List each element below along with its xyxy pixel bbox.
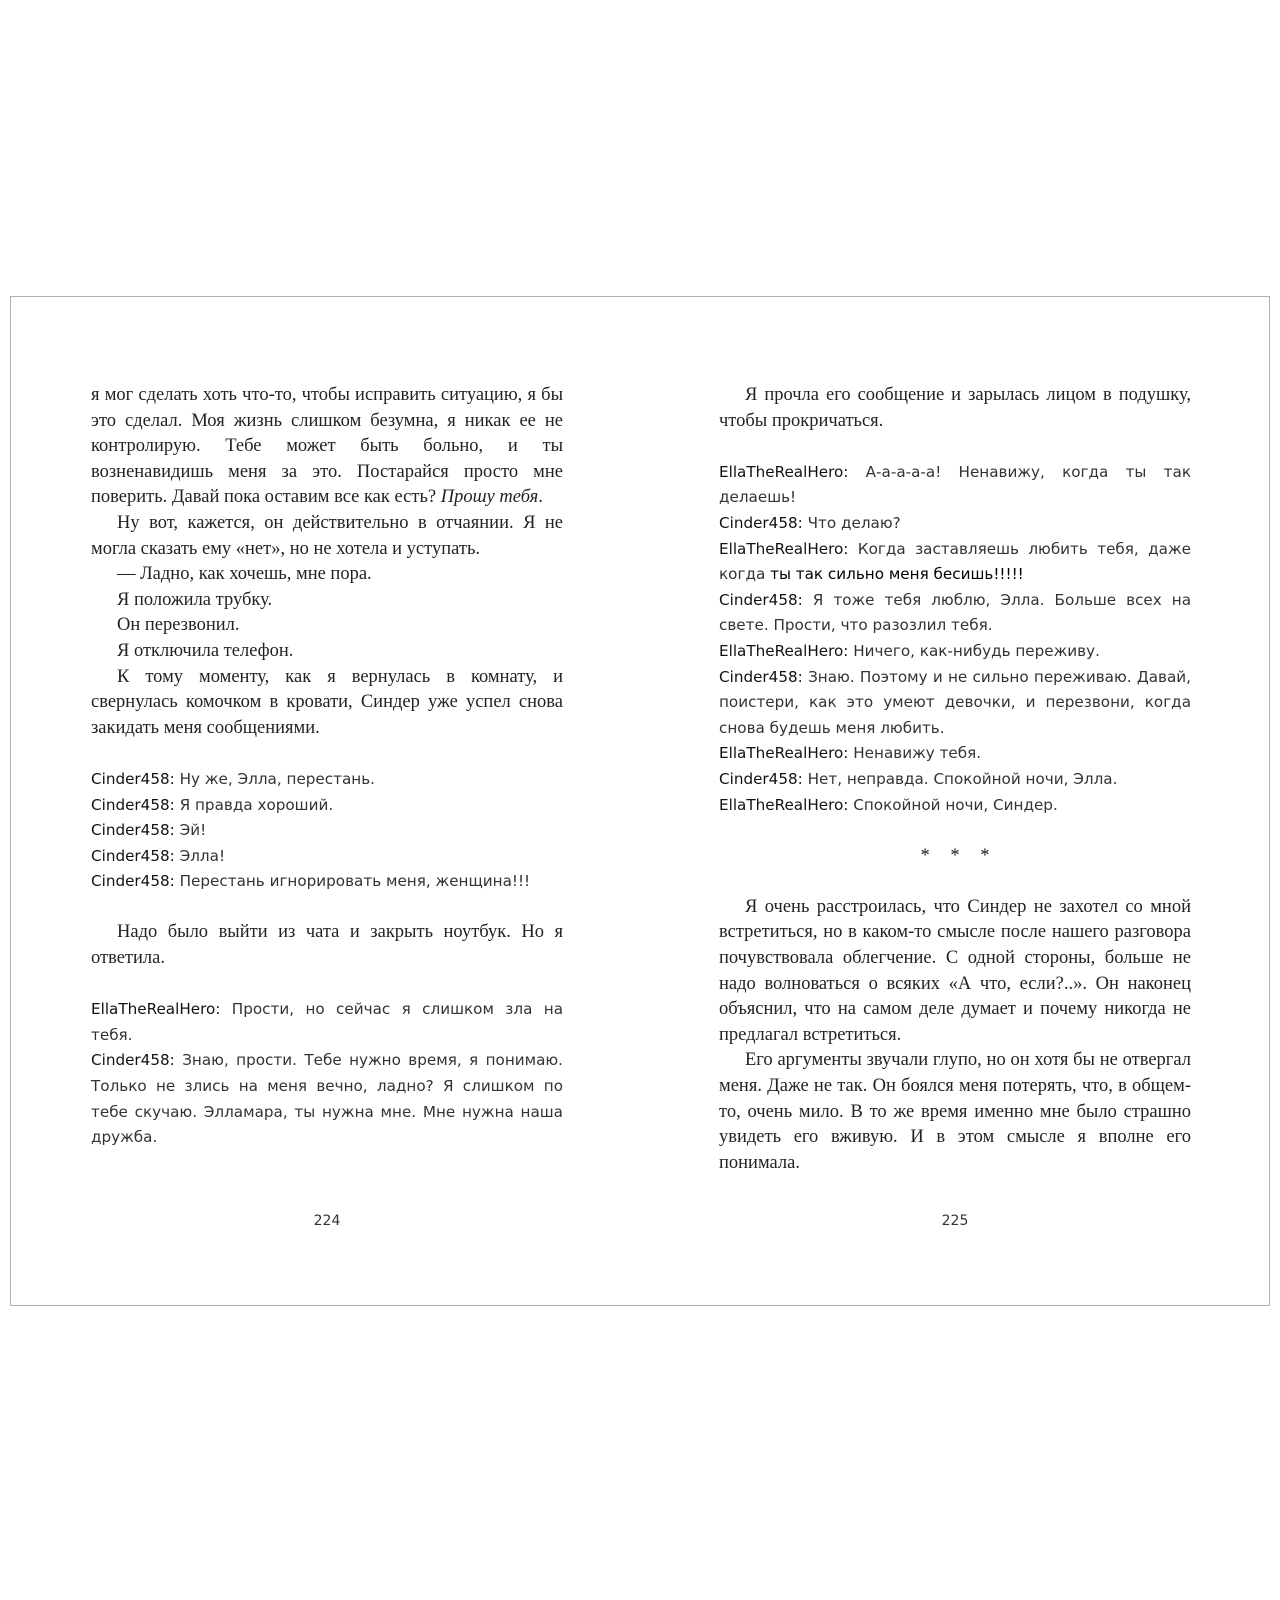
paragraph: К тому моменту, как я вернулась в комнату, и свернулась комочком в кровати, Синдер уже успел снова закидать меня сообщениями. [91, 666, 563, 738]
chat-nick: EllaTheRealHero: [719, 539, 849, 558]
chat-text: Перестань игнорировать меня, женщина!!! [174, 872, 531, 891]
chat-message [719, 511, 1191, 537]
chat-nick: EllaTheRealHero: [719, 641, 849, 660]
paragraph: Я прочла его сообщение и зарылась лицом в подушку, чтобы прокричаться. [719, 385, 1191, 431]
chat-text: Элла! [174, 846, 226, 865]
chat-text: Нет, неправда. Спокойной ночи, Элла. [802, 769, 1118, 788]
paragraph: Ну вот, кажется, он действительно в отчаянии. Я не могла сказать ему «нет», но не хотела и уступать. [91, 512, 563, 559]
page-number: 224 [313, 1213, 341, 1229]
chat-text: А-а-а-а-а! Ненавижу, когда ты так делаешь! [719, 462, 1191, 507]
chat-log [91, 997, 563, 1151]
chat-nick: Cinder458: [719, 769, 803, 788]
chat-text: Что делаю? [802, 513, 901, 532]
chat-text: Я тоже тебя люблю, Элла. Больше всех на свете. Прости, что разозлил тебя. [719, 590, 1191, 635]
chat-nick: Cinder458: [91, 769, 175, 788]
chat-nick: Cinder458: [91, 872, 175, 891]
paragraph: Он перезвонил. [117, 615, 240, 636]
spacer [719, 434, 1191, 460]
chat-message [91, 1048, 563, 1150]
chat-message [91, 767, 563, 793]
spacer [719, 869, 1191, 895]
chat-message [719, 639, 1191, 665]
paragraph: Надо было выйти из чата и закрыть ноутбук. Но я ответила. [91, 922, 563, 969]
paragraph: Я отключила телефон. [117, 640, 294, 661]
section-separator: * * * [920, 845, 998, 866]
chat-message [91, 844, 563, 870]
chat-text: Ну же, Элла, перестань. [174, 769, 375, 788]
chat-nick: Cinder458: [91, 1051, 175, 1070]
chat-message [719, 665, 1191, 742]
chat-message [91, 793, 563, 819]
page-number: 225 [941, 1213, 969, 1229]
chat-message [91, 818, 563, 844]
italic-text: Прошу тебя [440, 487, 539, 508]
chat-nick: Cinder458: [91, 795, 175, 814]
chat-message [91, 869, 563, 895]
chat-message [719, 588, 1191, 639]
chat-text: Эй! [174, 821, 207, 840]
chat-text: Я правда хороший. [174, 795, 334, 814]
paragraph [91, 383, 563, 511]
chat-message [719, 767, 1191, 793]
chat-message [91, 997, 563, 1048]
paragraph: Я очень расстроилась, что Синдер не захотел со мной встретиться, но в каком-то смысле после нашего разговора почувствовала облегчение. С одной стороны, больше не надо волноваться о всяких «А что, если?..». Он наконец объяснил, что на самом деле думает и почему никогда не предлагал встретиться. [719, 896, 1191, 1045]
left-page [91, 383, 563, 1151]
right-page [719, 383, 1191, 1176]
chat-nick: Cinder458: [719, 513, 803, 532]
chat-text: Знаю, прости. Тебе нужно время, я понимаю. Только не злись на меня вечно, ладно? Я слишком по тебе скучаю. Элламара, ты нужна мне. Мне нужна наша дружба. [91, 1051, 563, 1147]
book-spread [10, 296, 1270, 1306]
spacer [91, 741, 563, 767]
chat-text: Прости, но сейчас я слишком зла на тебя. [91, 1000, 563, 1044]
chat-log [719, 460, 1191, 818]
chat-message [719, 460, 1191, 511]
spacer [719, 818, 1191, 844]
chat-text: Ненавижу тебя. [848, 744, 982, 763]
chat-nick: EllaTheRealHero: [719, 462, 849, 481]
paragraph: Его аргументы звучали глупо, но он хотя бы не отвергал меня. Даже не так. Он боялся меня потерять, что, в общем-то, очень мило. В то же время именно мне было страшно увидеть его вживую. И в этом смысле я вполне его понимала. [719, 1050, 1191, 1173]
paragraph-tail: . [538, 487, 543, 508]
chat-nick: Cinder458: [719, 667, 803, 686]
chat-nick: Cinder458: [91, 821, 175, 840]
paragraph: Я положила трубку. [117, 589, 273, 610]
chat-nick: EllaTheRealHero: [719, 795, 849, 814]
chat-emphasis: ты так сильно меня бесишь!!!!! [770, 565, 1024, 584]
dialogue-line: — Ладно, как хочешь, мне пора. [117, 564, 372, 585]
chat-nick: EllaTheRealHero: [91, 1000, 221, 1019]
chat-text: Спокойной ночи, Синдер. [848, 795, 1058, 814]
chat-log [91, 767, 563, 895]
chat-nick: EllaTheRealHero: [719, 744, 849, 763]
chat-message [719, 537, 1191, 588]
chat-text: Когда заставляешь любить тебя, даже когда [719, 539, 1191, 584]
chat-nick: Cinder458: [91, 846, 175, 865]
chat-text: Знаю. Поэтому и не сильно переживаю. Давай, поистери, как это умеют девочки, и перезвони, когда снова будешь меня любить. [719, 667, 1191, 737]
spacer [91, 895, 563, 921]
chat-text: Ничего, как-нибудь переживу. [848, 641, 1100, 660]
chat-nick: Cinder458: [719, 590, 803, 609]
chat-message [719, 793, 1191, 819]
spacer [91, 972, 563, 998]
paragraph-text: я мог сделать хоть что-то, чтобы исправить ситуацию, я бы это сделал. Моя жизнь слишком безумна, я никак ее не контролирую. Тебе может быть больно, и ты возненавидишь меня за это. Постарайся просто мне поверить. Давай пока оставим все как есть? [91, 385, 563, 508]
chat-message [719, 741, 1191, 767]
